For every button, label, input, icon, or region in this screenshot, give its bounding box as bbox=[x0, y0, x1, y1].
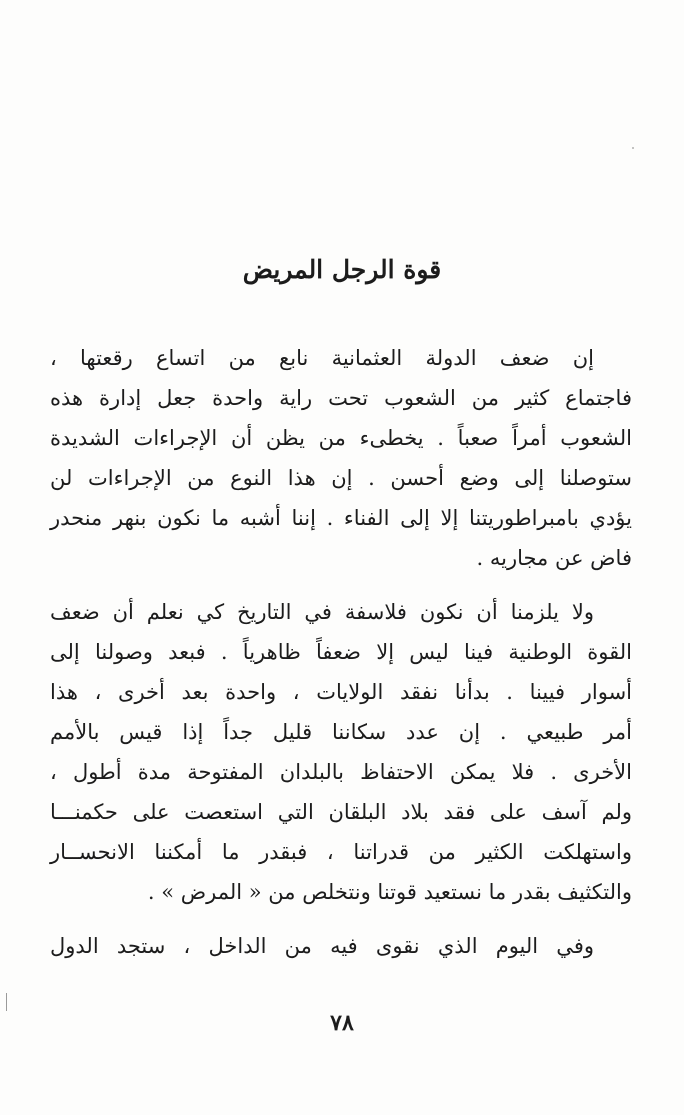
paragraph bbox=[50, 338, 632, 578]
text-line: وفي اليوم الذي نقوى فيه من الداخل ، ستجد الدول bbox=[50, 934, 594, 958]
text-line: أسوار فيينا . بدأنا نفقد الولايات ، واحدة بعد أخرى ، هذا bbox=[50, 680, 632, 704]
body-text bbox=[50, 338, 632, 966]
chapter-title: قوة الرجل المريض bbox=[242, 255, 442, 284]
text-line: فاض عن مجاريه . bbox=[476, 546, 632, 570]
scan-speck bbox=[632, 147, 634, 149]
text-line: القوة الوطنية فينا ليس إلا ضعفاً ظاهرياً . فبعد وصولنا إلى bbox=[50, 640, 632, 664]
paragraph-gap bbox=[50, 912, 632, 926]
text-line: واستهلكت الكثير من قدراتنا ، فبقدر ما أمكننا الانحســار bbox=[50, 840, 632, 864]
text-line: فاجتماع كثير من الشعوب تحت راية واحدة جعل إدارة هذه bbox=[50, 386, 632, 410]
page-number: ٧٨ bbox=[330, 1010, 354, 1036]
text-line: إن ضعف الدولة العثمانية نابع من اتساع رقعتها ، bbox=[50, 346, 594, 370]
text-line: يؤدي بامبراطوريتنا إلا إلى الفناء . إننا أشبه ما نكون بنهر منحدر bbox=[50, 506, 632, 530]
scan-edge-mark bbox=[6, 993, 7, 1011]
text-line: الأخرى . فلا يمكن الاحتفاظ بالبلدان المفتوحة مدة أطول ، bbox=[50, 760, 632, 784]
text-line: الشعوب أمراً صعباً . يخطىء من يظن أن الإجراءات الشديدة bbox=[50, 426, 632, 450]
paragraph bbox=[50, 592, 632, 912]
paragraph bbox=[50, 926, 632, 966]
paragraph-gap bbox=[50, 578, 632, 592]
text-line: ستوصلنا إلى وضع أحسن . إن هذا النوع من الإجراءات لن bbox=[50, 466, 632, 490]
text-line: ولم آسف على فقد بلاد البلقان التي استعصت على حكمنـــا bbox=[50, 800, 632, 824]
text-line: والتكثيف بقدر ما نستعيد قوتنا ونتخلص من « المرض » . bbox=[147, 880, 632, 904]
text-line: ولا يلزمنا أن نكون فلاسفة في التاريخ كي نعلم أن ضعف bbox=[50, 600, 594, 624]
text-line: أمر طبيعي . إن عدد سكاننا قليل جداً إذا قيس بالأمم bbox=[50, 720, 632, 744]
